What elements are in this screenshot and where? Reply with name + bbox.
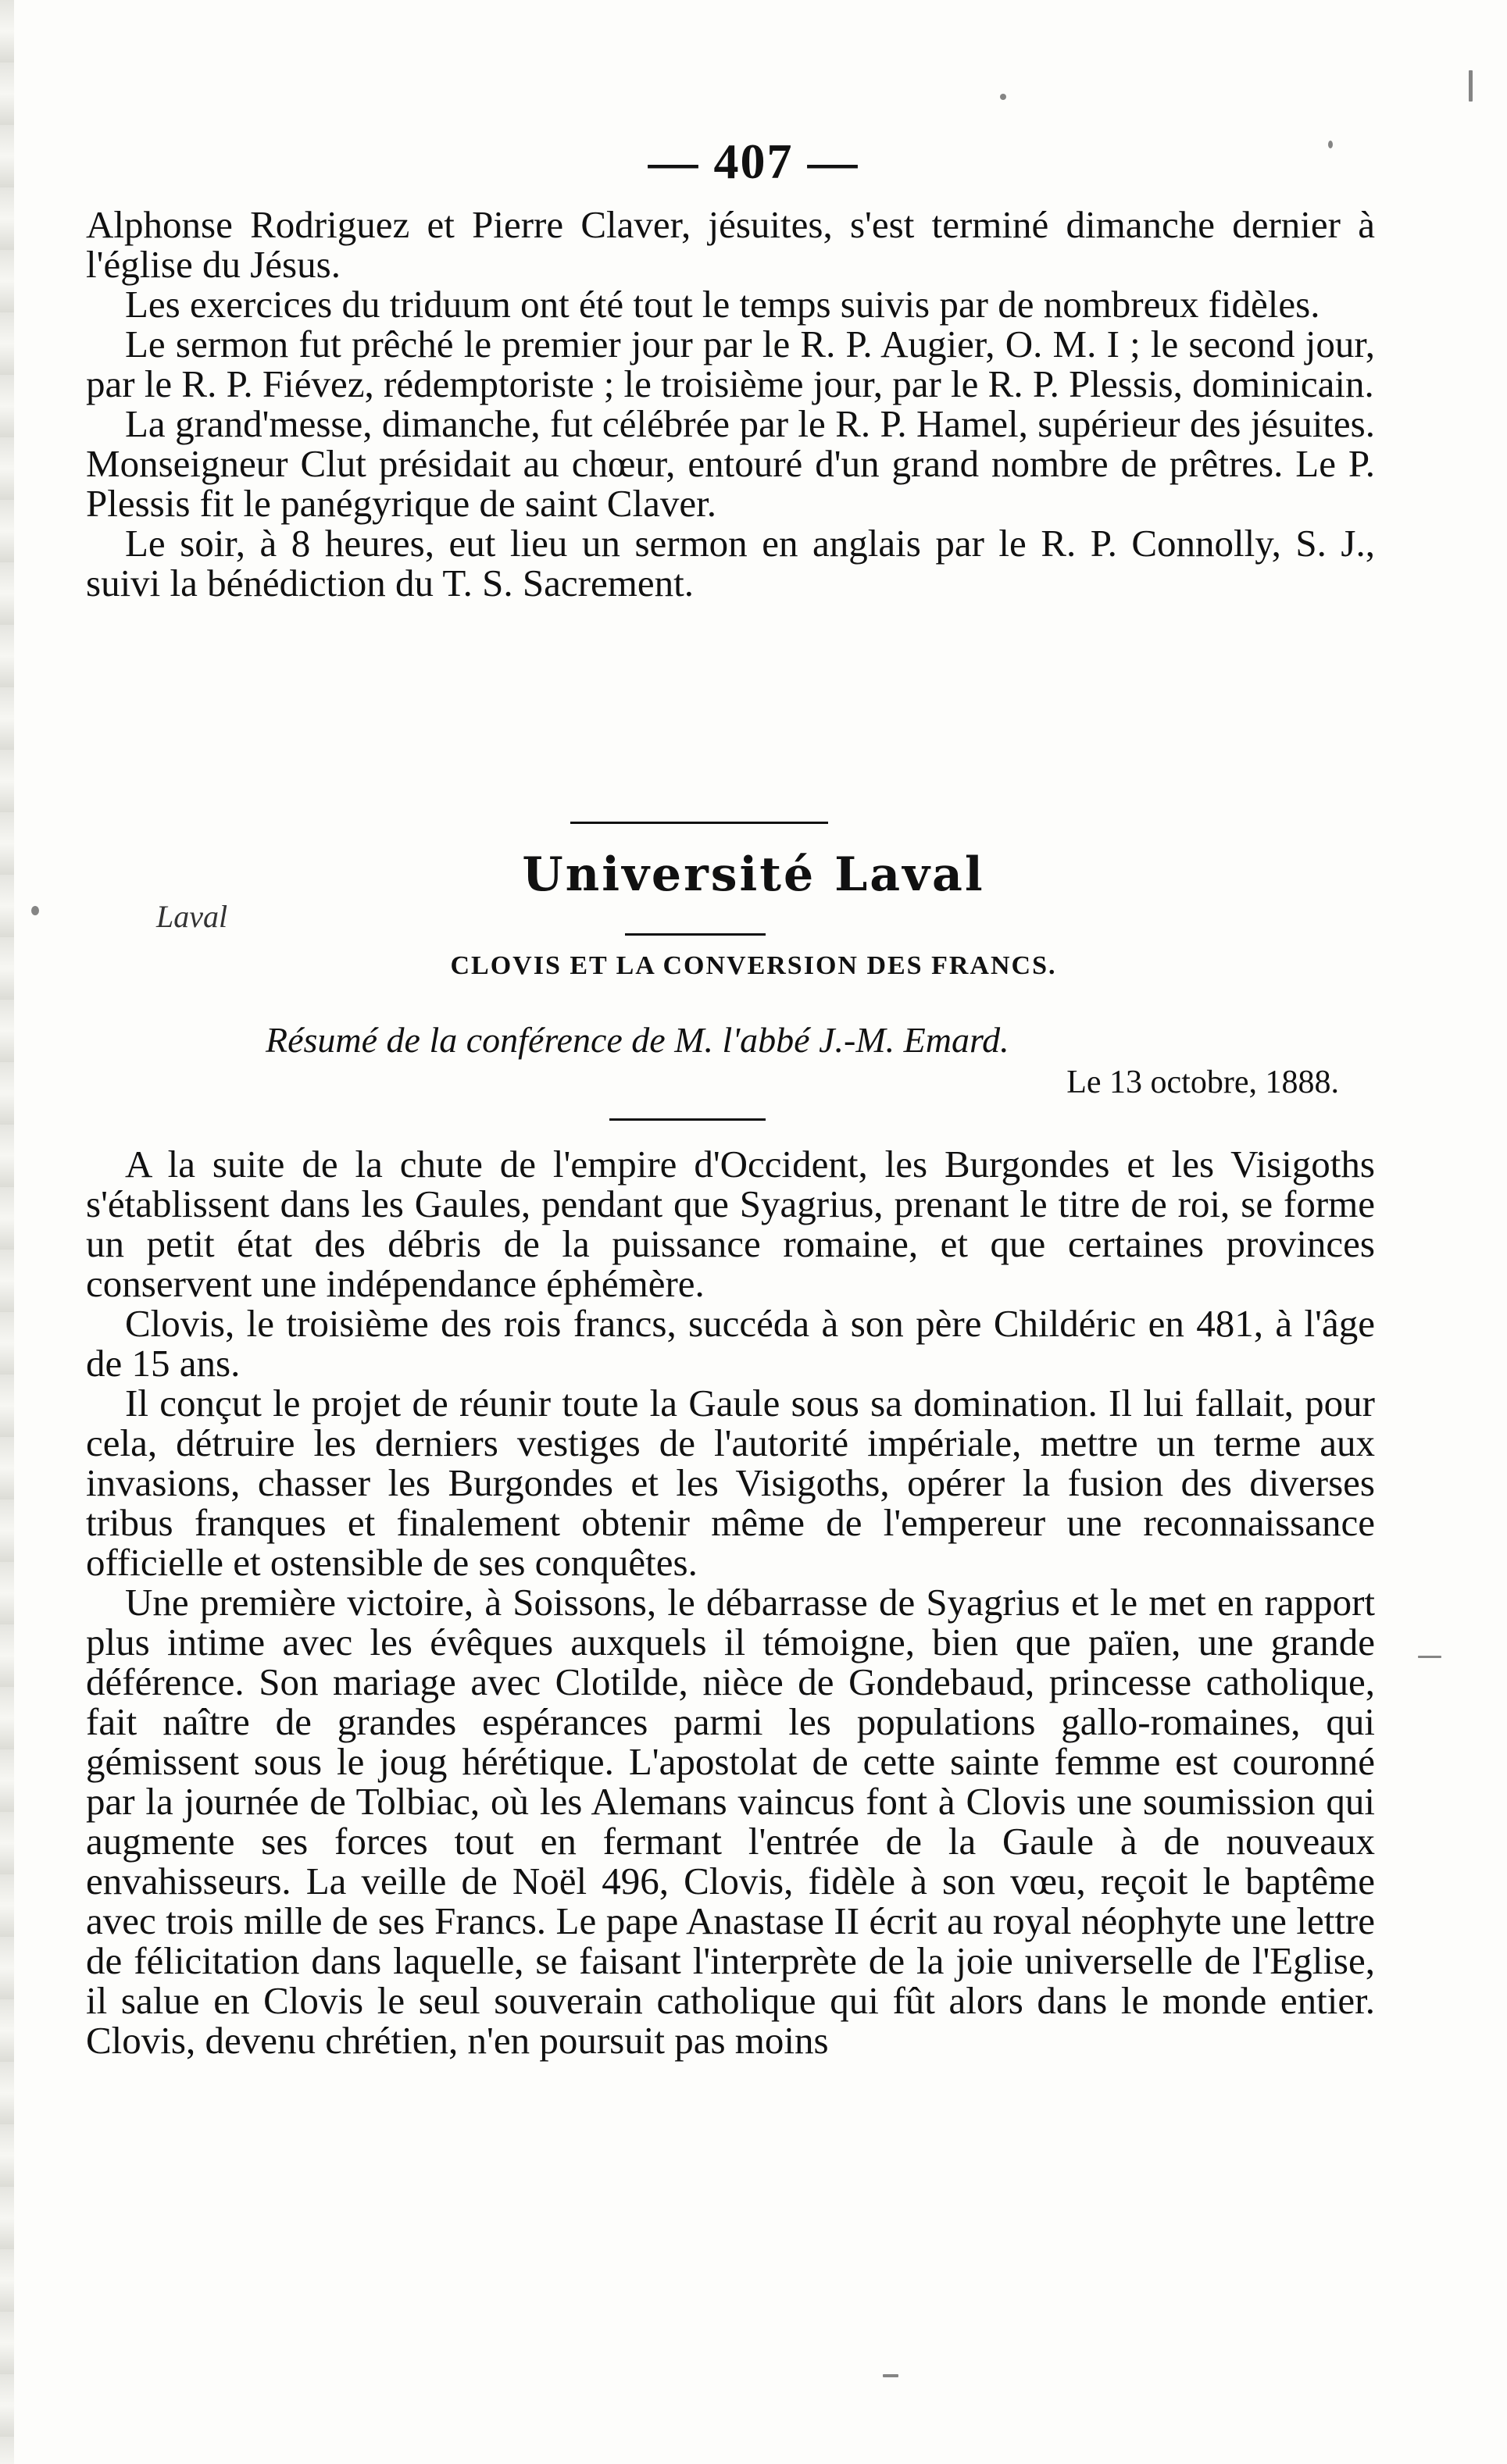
paragraph: La grand'messe, dimanche, fut célébrée par le R. P. Hamel, supérieur des jésuites. Monseigneur Clut présidait au chœur, entouré d'un grand nombre de prêtres. Le P. Plessis fit le panégyrique de saint Claver. — [86, 402, 1375, 525]
date-line: Le 13 octobre, 1888. — [1066, 1064, 1339, 1100]
body-divider — [609, 1118, 766, 1121]
handwritten-margin-note: Laval — [156, 899, 228, 934]
top-article-text — [86, 205, 1375, 603]
paragraph: Les exercices du triduum ont été tout le temps suivis par de nombreux fidèles. — [125, 283, 1320, 326]
section-title: Université Laval — [522, 847, 985, 902]
paragraph: A la suite de la chute de l'empire d'Occident, les Burgondes et les Visigoths s'établissent dans les Gaules, pendant que Syagrius, prenant le titre de roi, se forme un petit état des débris de la puissance romaine, et que certaines provinces conservent une indépendance éphémère. — [86, 1143, 1375, 1305]
paragraph: Alphonse Rodriguez et Pierre Claver, jésuites, s'est terminé dimanche dernier à l'église du Jésus. — [86, 203, 1375, 286]
page-edge-shadow — [0, 0, 14, 2464]
paragraph: Le soir, à 8 heures, eut lieu un sermon en anglais par le R. P. Connolly, S. J., suivi la bénédiction du T. S. Sacrement. — [86, 522, 1375, 604]
main-article-text — [86, 1144, 1375, 2060]
conference-summary-line: Résumé de la conférence de M. l'abbé J.-M. Emard. — [266, 1020, 1009, 1060]
scan-speck — [31, 906, 39, 915]
scan-speck — [1000, 94, 1006, 100]
paragraph: Il conçut le projet de réunir toute la Gaule sous sa domination. Il lui fallait, pour cela, détruire les derniers vestiges de l'autorité impériale, mettre un terme aux invasions, chasser les Burgondes et les Visigoths, opérer la fusion des diverses tribus franques et finalement obtenir même de l'empereur une reconnaissance officielle et ostensible de ses conquêtes. — [86, 1382, 1375, 1584]
scan-speck — [1328, 141, 1333, 148]
paragraph: Une première victoire, à Soissons, le débarrasse de Syagrius et le met en rapport plus intime avec les évêques auxquels il témoigne, bien que païen, une grande déférence. Son mariage avec Clotilde, nièce de Gondebaud, princesse catholique, fait naître de grandes espérances parmi les populations gallo-romaines, qui gémissent sous le joug hérétique. L'apostolat de cette sainte femme est couronné par la journée de Tolbiac, où les Alemans vaincus font à Clovis une soumission qui augmente ses forces tout en fermant l'entrée de la Gaule à de nouveaux envahisseurs. La veille de Noël 496, Clovis, fidèle à son vœu, reçoit le baptême avec trois mille de ses Francs. Le pape Anastase II écrit au royal néophyte une lettre de félicitation dans laquelle, se faisant l'interprète de la joie universelle de l'Eglise, il salue en Clovis le seul souverain catholique qui fût alors dans le monde entier. Clovis, devenu chrétien, n'en poursuit pas moins — [86, 1581, 1375, 2062]
paragraph: Le sermon fut prêché le premier jour par le R. P. Augier, O. M. I ; le second jour, par le R. P. Fiévez, rédemptoriste ; le troisième jour, par le R. P. Plessis, dominicain. — [86, 323, 1375, 405]
article-subtitle: CLOVIS ET LA CONVERSION DES FRANCS. — [450, 951, 1057, 980]
page-number: — 407 — — [648, 134, 859, 189]
scan-speck — [1469, 70, 1473, 102]
paragraph: Clovis, le troisième des rois francs, succéda à son père Childéric en 481, à l'âge de 15 ans. — [86, 1302, 1375, 1385]
scan-speck — [883, 2374, 898, 2377]
scan-speck — [1418, 1656, 1441, 1658]
subtitle-divider — [625, 933, 766, 936]
section-divider — [570, 822, 828, 824]
